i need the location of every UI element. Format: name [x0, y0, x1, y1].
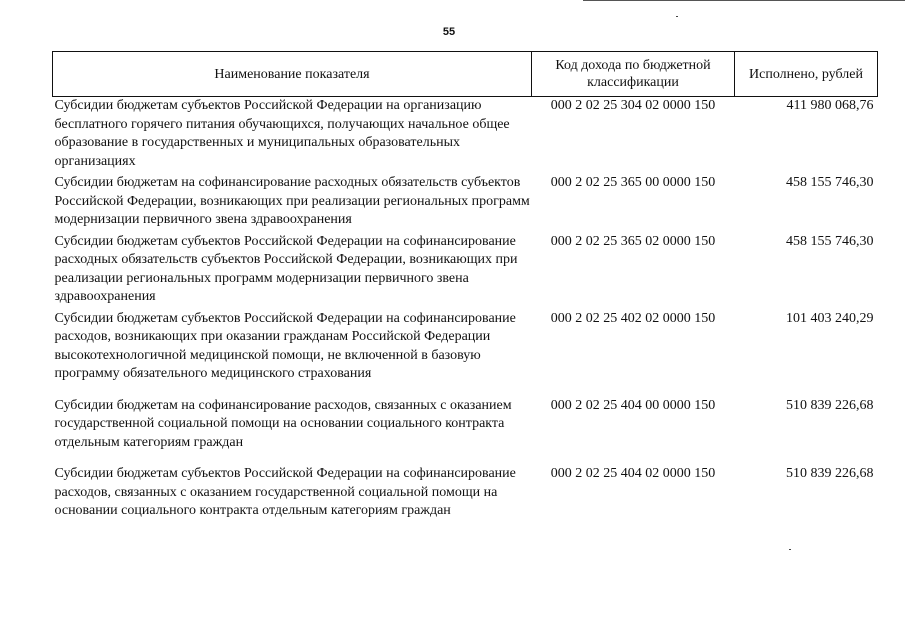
executed-amount-cell: 458 155 746,30: [786, 175, 874, 190]
income-code-cell: 000 2 02 25 404 02 0000 150: [550, 466, 716, 481]
scan-speck: [676, 16, 678, 17]
income-code-cell: 000 2 02 25 365 00 0000 150: [550, 175, 716, 190]
header-income-code: Код дохода по бюджетной классификации: [532, 52, 735, 97]
indicator-name-cell: Субсидии бюджетам на софинансирование расходных обязательств субъектов Российской Федерации, возникающих при реализации региональных программ модернизации первичного звена здравоохранения: [54, 175, 530, 227]
indicator-name-cell: Субсидии бюджетам субъектов Российской Федерации на софинансирование расходных обязательств субъектов Российской Федерации, возникающих при реализации региональных программ модернизации первичного звена здравоохранения: [54, 233, 518, 304]
table-row: [53, 233, 878, 310]
executed-amount-cell: 411 980 068,76: [786, 98, 874, 113]
table-row: [53, 310, 878, 397]
header-executed-amount: Исполнено, рублей: [735, 52, 878, 97]
table-row: [53, 97, 878, 175]
executed-amount-cell: 510 839 226,68: [786, 466, 874, 481]
executed-amount-cell: 101 403 240,29: [786, 310, 874, 326]
scan-speck: [789, 549, 791, 550]
top-edge-rule: [583, 0, 905, 1]
indicator-name-cell: Субсидии бюджетам субъектов Российской Федерации на софинансирование расходов, возникающих при оказании гражданам Российской Федерации высокотехнологичной медицинской помощи, не включенной в базовую программу обязательного медицинского страхования: [54, 310, 516, 381]
income-code-cell: 000 2 02 25 304 02 0000 150: [550, 98, 716, 113]
income-code-cell: 000 2 02 25 404 00 0000 150: [550, 397, 716, 413]
table-row: [53, 174, 878, 233]
header-indicator-name: Наименование показателя: [53, 52, 532, 97]
income-code-cell: 000 2 02 25 402 02 0000 150: [550, 310, 716, 326]
income-code-cell: 000 2 02 25 365 02 0000 150: [550, 233, 716, 249]
indicator-name-cell: Субсидии бюджетам субъектов Российской Федерации на софинансирование расходов, связанных с оказанием государственной социальной помощи на основании социального контракта отдельным категориям граждан: [54, 466, 516, 518]
executed-amount-cell: 458 155 746,30: [786, 233, 874, 249]
table-row: [53, 465, 878, 524]
indicator-name-cell: Субсидии бюджетам субъектов Российской Федерации на организацию бесплатного горячего питания обучающихся, получающих начальное общее образование в государственных и муниципальных образовательных организациях: [54, 98, 510, 169]
table-header-row: [53, 52, 878, 97]
page-number: 55: [442, 26, 456, 38]
table-row: [53, 397, 878, 466]
budget-income-table: [52, 51, 878, 524]
executed-amount-cell: 510 839 226,68: [786, 397, 874, 413]
indicator-name-cell: Субсидии бюджетам на софинансирование расходов, связанных с оказанием государственной социальной помощи на основании социального контракта отдельным категориям граждан: [54, 397, 512, 450]
